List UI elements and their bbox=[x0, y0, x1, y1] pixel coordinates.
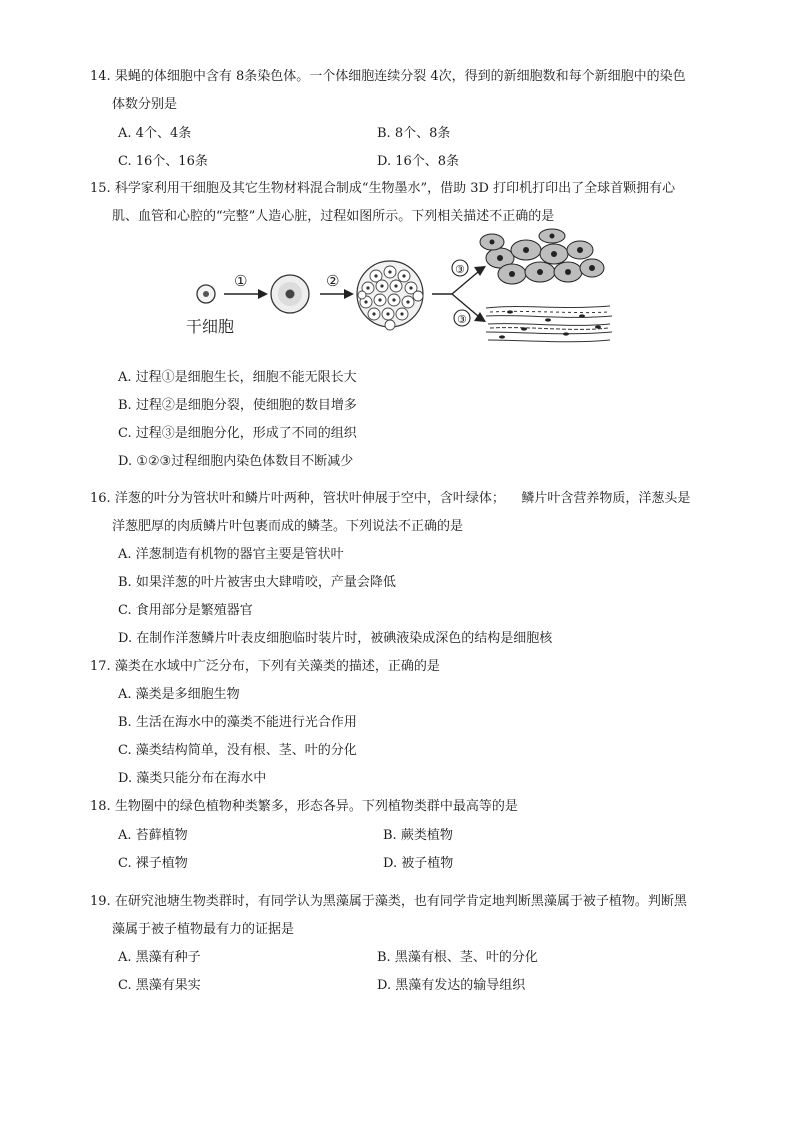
question-18-stem-line-1 bbox=[90, 798, 518, 816]
option-letter: A. bbox=[118, 370, 132, 385]
option-text: 生活在海水中的藻类不能进行光合作用 bbox=[135, 715, 357, 730]
question-19-stem-line-2: 藻属于被子植物最有力的证据是 bbox=[112, 922, 295, 937]
option-letter: A. bbox=[118, 126, 132, 141]
muscle-tissue-icon bbox=[486, 306, 612, 342]
question-text: 藻类在水域中广泛分布，下列有关藻类的描述，正确的是 bbox=[114, 659, 440, 674]
option-text: 黑藻有根、茎、叶的分化 bbox=[394, 950, 538, 965]
question-text: 洋葱的叶分为管状叶和鳞片叶两种，管状叶伸展于空中，含叶绿体； 鳞片叶含营养物质，洋葱头是 bbox=[114, 491, 691, 506]
option-text: 藻类结构简单，没有根、茎、叶的分化 bbox=[135, 743, 357, 758]
q16-option-d[interactable] bbox=[118, 630, 552, 648]
option-text: 过程③是细胞分化，形成了不同的组织 bbox=[135, 426, 357, 441]
q14-option-a[interactable] bbox=[118, 125, 191, 143]
option-text: 藻类是多细胞生物 bbox=[135, 687, 240, 702]
option-text: ①②③过程细胞内染色体数目不断减少 bbox=[136, 454, 354, 469]
option-letter: D. bbox=[118, 631, 133, 646]
q15-option-b[interactable] bbox=[118, 397, 357, 415]
option-letter: C. bbox=[118, 426, 132, 441]
arrow-step-2 bbox=[320, 272, 354, 299]
question-number: 15. bbox=[90, 181, 111, 196]
option-letter: C. bbox=[118, 743, 132, 758]
option-letter: A. bbox=[118, 547, 132, 562]
question-number: 19. bbox=[90, 894, 111, 909]
question-number: 14. bbox=[90, 69, 111, 84]
option-text: 洋葱制造有机物的器官主要是管状叶 bbox=[135, 547, 344, 562]
q17-option-b[interactable] bbox=[118, 714, 357, 732]
q18-option-b[interactable] bbox=[383, 827, 453, 845]
option-letter: C. bbox=[118, 603, 132, 618]
option-text: 蕨类植物 bbox=[400, 828, 453, 843]
option-text: 裸子植物 bbox=[135, 856, 188, 871]
step-3-label-top: ③ bbox=[455, 263, 465, 276]
question-text: 在研究池塘生物类群时，有同学认为黑藻属于藻类，也有同学肯定地判断黑藻属于被子植物。判断黑 bbox=[114, 894, 687, 909]
step-3-label-bottom: ③ bbox=[457, 313, 467, 326]
option-text: 过程①是细胞生长，细胞不能无限长大 bbox=[135, 370, 357, 385]
option-text: 藻类只能分布在海水中 bbox=[136, 771, 267, 786]
option-letter: B. bbox=[377, 950, 391, 965]
q15-option-a[interactable] bbox=[118, 369, 357, 387]
option-text: 黑藻有种子 bbox=[135, 950, 201, 965]
option-letter: B. bbox=[118, 398, 132, 413]
stem-cell-icon bbox=[197, 285, 215, 303]
q18-option-a[interactable] bbox=[118, 827, 188, 845]
step-1-label: ① bbox=[234, 272, 248, 290]
question-number: 16. bbox=[90, 491, 111, 506]
question-15-stem-line-1 bbox=[90, 180, 675, 198]
option-text: 食用部分是繁殖器官 bbox=[135, 603, 253, 618]
q14-option-c[interactable] bbox=[118, 153, 208, 171]
q18-option-d[interactable] bbox=[383, 855, 453, 873]
q17-option-d[interactable] bbox=[118, 770, 266, 788]
q19-option-c[interactable] bbox=[118, 977, 201, 995]
process-diagram bbox=[180, 228, 620, 350]
step-2-label: ② bbox=[326, 272, 340, 290]
q19-option-d[interactable] bbox=[377, 977, 525, 995]
dividing-cell-cluster-icon bbox=[357, 261, 423, 330]
arrow-step-1 bbox=[224, 272, 268, 299]
option-text: 黑藻有发达的输导组织 bbox=[395, 978, 526, 993]
question-text: 科学家利用干细胞及其它生物材料混合制成“生物墨水”，借助 3D 打印机打印出了全球首颗拥有心 bbox=[114, 181, 676, 196]
option-text: 4个、4条 bbox=[135, 126, 192, 141]
option-letter: B. bbox=[118, 575, 132, 590]
q17-option-a[interactable] bbox=[118, 686, 240, 704]
question-15-stem-line-2: 肌、血管和心腔的“完整”人造心脏，过程如图所示。下列相关描述不正确的是 bbox=[112, 209, 555, 224]
option-letter: D. bbox=[377, 978, 392, 993]
option-letter: C. bbox=[118, 978, 132, 993]
option-letter: C. bbox=[118, 154, 132, 169]
option-letter: D. bbox=[383, 856, 398, 871]
question-text: 果蝇的体细胞中含有 8条染色体。一个体细胞连续分裂 4次，得到的新细胞数和每个新细胞中的染色 bbox=[114, 69, 686, 84]
question-text: 生物圈中的绿色植物种类繁多，形态各异。下列植物类群中最高等的是 bbox=[114, 799, 518, 814]
q18-option-c[interactable] bbox=[118, 855, 188, 873]
q16-option-c[interactable] bbox=[118, 602, 253, 620]
option-letter: B. bbox=[383, 828, 397, 843]
q19-option-a[interactable] bbox=[118, 949, 201, 967]
stem-cell-process-figure bbox=[180, 228, 620, 350]
q14-option-d[interactable] bbox=[377, 153, 459, 171]
q17-option-c[interactable] bbox=[118, 742, 357, 760]
option-text: 8个、8条 bbox=[394, 126, 451, 141]
option-letter: D. bbox=[118, 454, 133, 469]
stem-cell-label: 干细胞 bbox=[186, 317, 235, 336]
option-letter: A. bbox=[118, 950, 132, 965]
option-letter: B. bbox=[118, 715, 132, 730]
question-14-stem-line-2: 体数分别是 bbox=[112, 97, 178, 112]
arrow-step-3-branch bbox=[432, 260, 486, 326]
option-text: 过程②是细胞分裂，使细胞的数目增多 bbox=[135, 398, 357, 413]
option-text: 苔藓植物 bbox=[135, 828, 188, 843]
option-text: 16个、16条 bbox=[135, 154, 208, 169]
question-number: 17. bbox=[90, 659, 111, 674]
option-letter: D. bbox=[377, 154, 392, 169]
q15-option-d[interactable] bbox=[118, 453, 353, 471]
option-text: 在制作洋葱鳞片叶表皮细胞临时装片时，被碘液染成深色的结构是细胞核 bbox=[136, 631, 553, 646]
question-16-stem-line-1 bbox=[90, 490, 690, 508]
question-16-stem-line-2: 洋葱肥厚的肉质鳞片叶包裹而成的鳞茎。下列说法不正确的是 bbox=[112, 519, 464, 534]
option-letter: B. bbox=[377, 126, 391, 141]
q16-option-a[interactable] bbox=[118, 546, 344, 564]
q14-option-b[interactable] bbox=[377, 125, 450, 143]
option-text: 如果洋葱的叶片被害虫大肆啃咬，产量会降低 bbox=[135, 575, 396, 590]
q16-option-b[interactable] bbox=[118, 574, 396, 592]
epithelial-tissue-icon bbox=[480, 229, 604, 284]
question-19-stem-line-1 bbox=[90, 893, 687, 911]
option-text: 16个、8条 bbox=[395, 154, 460, 169]
option-text: 被子植物 bbox=[401, 856, 454, 871]
grown-cell-icon bbox=[271, 275, 309, 313]
q19-option-b[interactable] bbox=[377, 949, 538, 967]
question-17-stem-line-1 bbox=[90, 658, 440, 676]
question-14-stem-line-1 bbox=[90, 68, 686, 86]
option-letter: C. bbox=[118, 856, 132, 871]
q15-option-c[interactable] bbox=[118, 425, 357, 443]
option-letter: A. bbox=[118, 828, 132, 843]
option-text: 黑藻有果实 bbox=[135, 978, 201, 993]
question-number: 18. bbox=[90, 799, 111, 814]
option-letter: D. bbox=[118, 771, 133, 786]
option-letter: A. bbox=[118, 687, 132, 702]
